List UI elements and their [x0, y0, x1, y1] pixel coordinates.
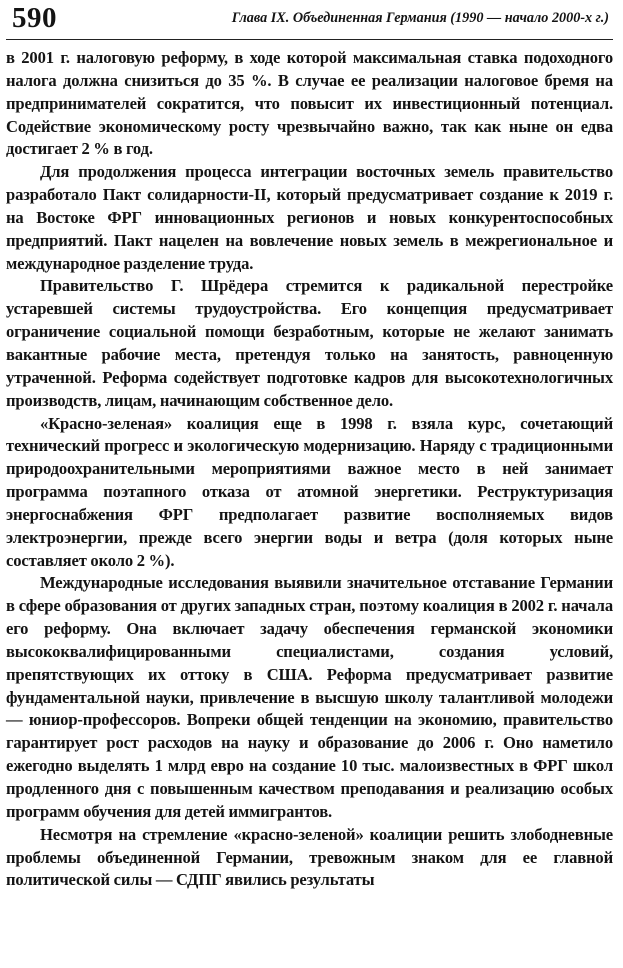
page-header [6, 0, 613, 40]
paragraph-4: «Красно-зеленая» коалиция еще в 1998 г. взяла курс, сочетающий технический прогресс и экологическую модернизацию. Наряду с традиционными природоохранительными мероприятиями важное место в ней занимает программа поэтапного отказа от атомной энергетики. Реструктуризация энергоснабжения ФРГ предполагает развитие восполняемых видов электроэнергии, прежде всего энергии воды и ветра (доля которых ныне составляет около 2 %). [6, 413, 613, 570]
paragraph-6: Несмотря на стремление «красно-зеленой» коалиции решить злободневные проблемы объединенной Германии, тревожным знаком для ее главной политической силы — СДПГ явились результаты [6, 824, 613, 890]
paragraph-1: в 2001 г. налоговую реформу, в ходе которой максимальная ставка подоходного налога должна снизиться до 35 %. В случае ее реализации налоговое бремя на предпринимателей сократится, что повысит их инвестиционный потенциал. Содействие экономическому росту чрезвычайно важно, так как ныне он едва достигает 2 % в год. [6, 48, 613, 159]
running-head: Глава IX. Объединенная Германия (1990 — начало 2000-х г.) [231, 10, 609, 26]
page-body [6, 40, 613, 892]
paragraph-5: Международные исследования выявили значительное отставание Германии в сфере образования от других западных стран, поэтому коалиция в 2002 г. начала его реформу. Она включает задачу обеспечения германской экономики высококвалифицированными специалистами, создания условий, препятствующих их оттоку в США. Реформа предусматривает развитие фундаментальной науки, привлечение в высшую школу талантливой молодежи — юниор-профессоров. Вопреки общей тенденции на экономию, правительство гарантирует рост расходов на науку и образование до 2006 г. Оно наметило ежегодно выделять 1 млрд евро на создание 10 тыс. малоизвестных в ФРГ школ продленного дня с повышенным качеством преподавания и реализацию особых программ обучения для детей иммигрантов. [6, 573, 613, 821]
paragraph-2: Для продолжения процесса интеграции восточных земель правительство разработало Пакт солидарности-II, который предусматривает создание к 2019 г. на Востоке ФРГ инновационных регионов и новых конкурентоспособных предприятий. Пакт нацелен на вовлечение новых земель в межрегиональное и международное разделение труда. [6, 162, 613, 273]
paragraph-3: Правительство Г. Шрёдера стремится к радикальной перестройке устаревшей системы трудоустройства. Его концепция предусматривает ограничение социальной помощи безработным, которые не желают занимать вакантные рабочие места, претендуя только на занятость, равноценную утраченной. Реформа содействует подготовке кадров для высокотехнологичных производств, лицам, начинающим собственное дело. [6, 276, 613, 410]
page-number: 590 [12, 2, 57, 34]
